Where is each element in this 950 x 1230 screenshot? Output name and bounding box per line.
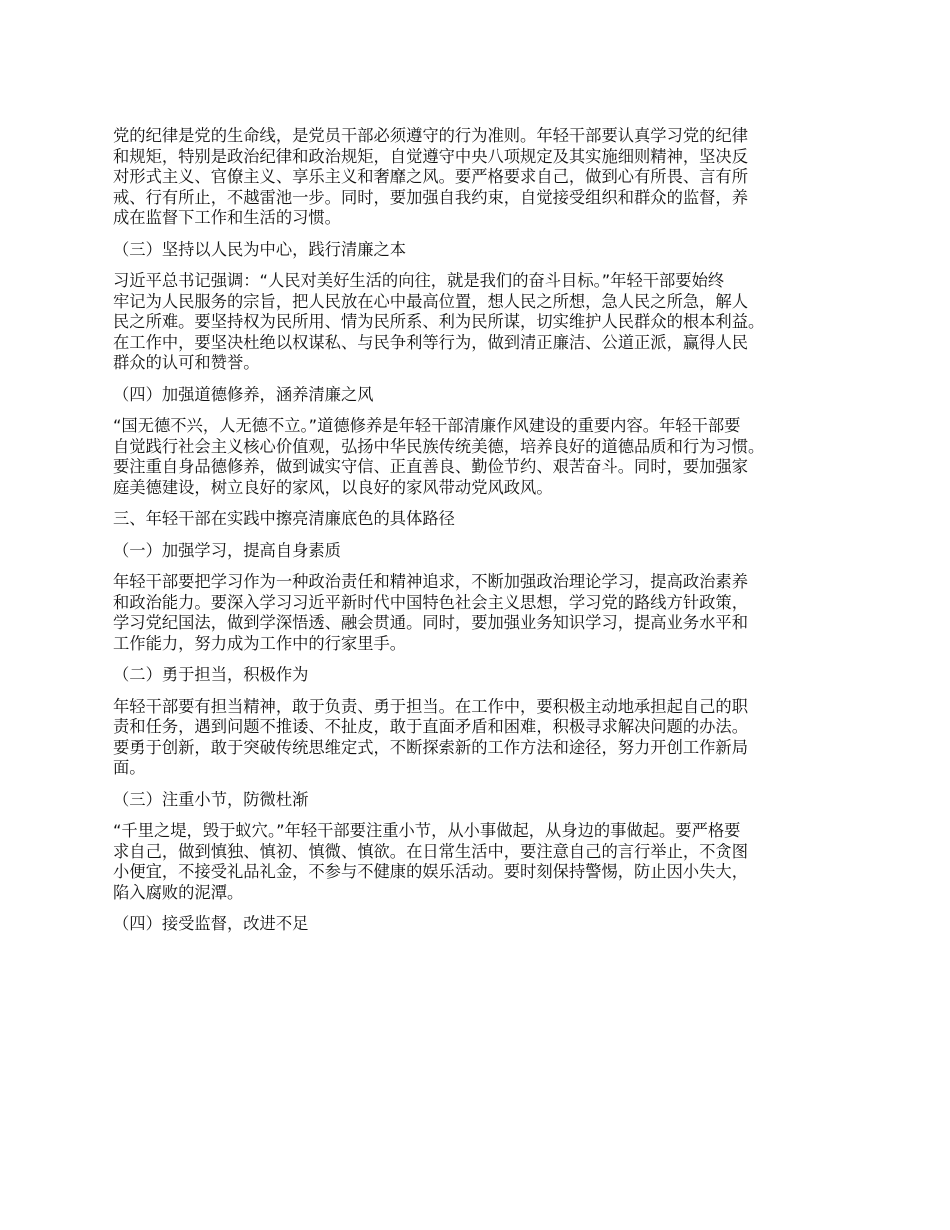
paragraph-small-details: “千里之堤，毁于蚁穴。”年轻干部要注重小节，从小事做起，从身边的事做起。要严格要 求自己，做到慎独、慎初、慎微、慎欲。在日常生活中，要注意自己的言行举止，不贪图 小便宜，不接受礼品礼金，不参与不健康的娱乐活动。要时刻保持警惕，防止因小失大， 陷入腐败的泥潭。 [113, 821, 748, 902]
paragraph-people-centered: 习近平总书记强调：“人民对美好生活的向往，就是我们的奋斗目标。”年轻干部要始终 牢记为人民服务的宗旨，把人民放在心中最高位置，想人民之所想，急人民之所急，解人 民之所难。要坚持权为民所用、情为民所系、利为民所谋，切实维护人民群众的根本利益。 在工作中，要坚决杜绝以权谋私、与民争利等行为，做到清正廉洁、公道正派，赢得人民 群众的认可和赞誉。 [113, 271, 765, 372]
section-heading-accept-supervision: （四）接受监督，改进不足 [113, 914, 309, 933]
paragraph-discipline: 党的纪律是党的生命线，是党员干部必须遵守的行为准则。年轻干部要认真学习党的纪律 和规矩，特别是政治纪律和政治规矩，自觉遵守中央八项规定及其实施细则精神，坚决反 对形式主义、官僚主义、享乐主义和奢靡之风。要严格要求自己，做到心有所畏、言有所 戒、行有所止，不越雷池一步。同时，要加强自我约束，自觉接受组织和群众的监督，养 成在监督下工作和生活的习惯。 [113, 126, 748, 227]
section-heading-strengthen-learning: （一）加强学习，提高自身素质 [113, 540, 341, 560]
section-heading-moral-cultivation: （四）加强道德修养，涵养清廉之风 [113, 384, 374, 404]
chapter-heading-practical-paths: 三、年轻干部在实践中擦亮清廉底色的具体路径 [113, 509, 455, 528]
paragraph-moral-cultivation: “国无德不兴，人无德不立。”道德修养是年轻干部清廉作风建设的重要内容。年轻干部要 自觉践行社会主义核心价值观，弘扬中华民族传统美德，培养良好的道德品质和行为习惯。 要注重自身品德修养，做到诚实守信、正直善良、勤俭节约、艰苦奋斗。同时，要加强家 庭美德建设，树立良好的家风，以良好的家风带动党风政风。 [113, 416, 765, 497]
section-heading-people-centered: （三）坚持以人民为中心，践行清廉之本 [113, 239, 407, 259]
paragraph-strengthen-learning: 年轻干部要把学习作为一种政治责任和精神追求，不断加强政治理论学习，提高政治素养 和政治能力。要深入学习习近平新时代中国特色社会主义思想，学习党的路线方针政策， 学习党纪国法，做到学深悟透、融会贯通。同时，要加强业务知识学习，提高业务水平和 工作能力，努力成为工作中的行家里手。 [113, 572, 748, 653]
document-page [113, 126, 853, 946]
section-heading-small-details: （三）注重小节，防微杜渐 [113, 789, 309, 809]
paragraph-take-responsibility: 年轻干部要有担当精神，敢于负责、勇于担当。在工作中，要积极主动地承担起自己的职 责和任务，遇到问题不推诿、不扯皮，敢于直面矛盾和困难，积极寻求解决问题的办法。 要勇于创新，敢于突破传统思维定式，不断探索新的工作方法和途径，努力开创工作新局 面。 [113, 696, 748, 777]
section-heading-take-responsibility: （二）勇于担当，积极作为 [113, 665, 309, 684]
